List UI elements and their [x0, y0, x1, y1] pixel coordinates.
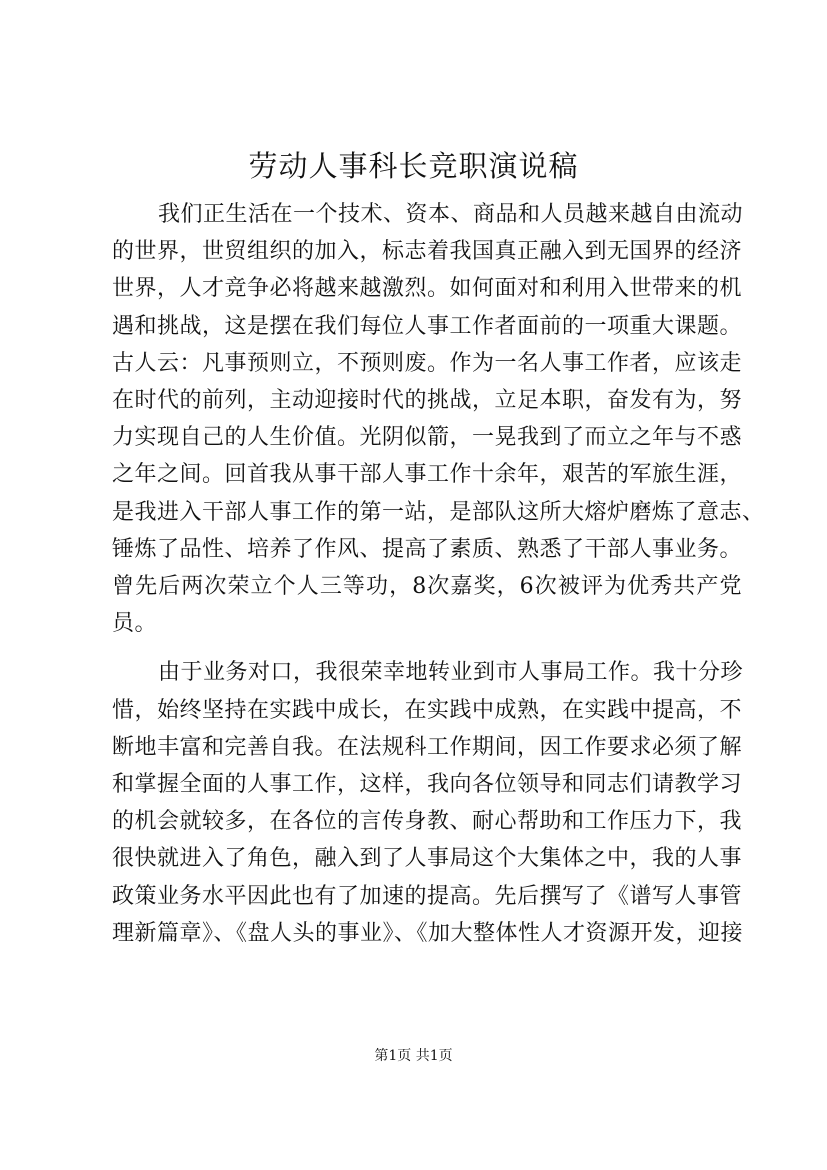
text-line: 和掌握全面的人事工作，这样，我向各位领导和同志们请教学习	[112, 772, 743, 798]
text-line: 很快就进入了角色，融入到了人事局这个大集体之中，我的人事	[112, 846, 743, 872]
text-line: 我们正生活在一个技术、资本、商品和人员越来越自由流动	[158, 202, 744, 227]
paragraph-1	[112, 196, 765, 642]
text-line: 古人云：凡事预则立，不预则废。作为一名人事工作者，应该走	[112, 350, 743, 376]
text-line: 政策业务水平因此也有了加速的提高。先后撰写了《谱写人事管	[112, 883, 743, 909]
document-title: 劳动人事科长竞职演说稿	[248, 149, 579, 183]
text-line: 锤炼了品性、培养了作风、提高了素质、熟悉了干部人事业务。	[112, 536, 743, 562]
text-line: 的世界，世贸组织的加入，标志着我国真正融入到无国界的经济	[112, 239, 743, 265]
document-body	[112, 196, 765, 952]
text-line: 由于业务对口，我很荣幸地转业到市人事局工作。我十分珍	[158, 660, 744, 686]
text-line: 曾先后两次荣立个人三等功，8次嘉奖，6次被评为优秀共产党	[112, 574, 742, 600]
text-line: 世界，人才竞争必将越来越激烈。如何面对和利用入世带来的机	[112, 276, 743, 302]
text-line: 理新篇章》、《盘人头的事业》、《加大整体性人才资源开发，迎接	[112, 920, 744, 946]
text-line: 是我进入干部人事工作的第一站，是部队这所大熔炉磨炼了意志、	[112, 499, 765, 525]
text-line: 的机会就较多，在各位的言传身教、耐心帮助和工作压力下，我	[112, 809, 743, 835]
text-line: 在时代的前列，主动迎接时代的挑战，立足本职，奋发有为，努	[112, 388, 743, 414]
text-line: 员。	[112, 611, 158, 637]
text-line: 惜，始终坚持在实践中成长，在实践中成熟，在实践中提高，不	[112, 697, 743, 723]
page-footer: 第1页 共1页	[374, 1048, 453, 1064]
text-line: 断地丰富和完善自我。在法规科工作期间，因工作要求必须了解	[112, 734, 743, 760]
paragraph-2	[112, 654, 742, 952]
text-line: 力实现自己的人生价值。光阴似箭，一晃我到了而立之年与不惑	[112, 425, 743, 451]
text-line: 遇和挑战，这是摆在我们每位人事工作者面前的一项重大课题。	[112, 313, 743, 339]
text-line: 之年之间。回首我从事干部人事工作十余年，艰苦的军旅生涯，	[112, 462, 743, 488]
